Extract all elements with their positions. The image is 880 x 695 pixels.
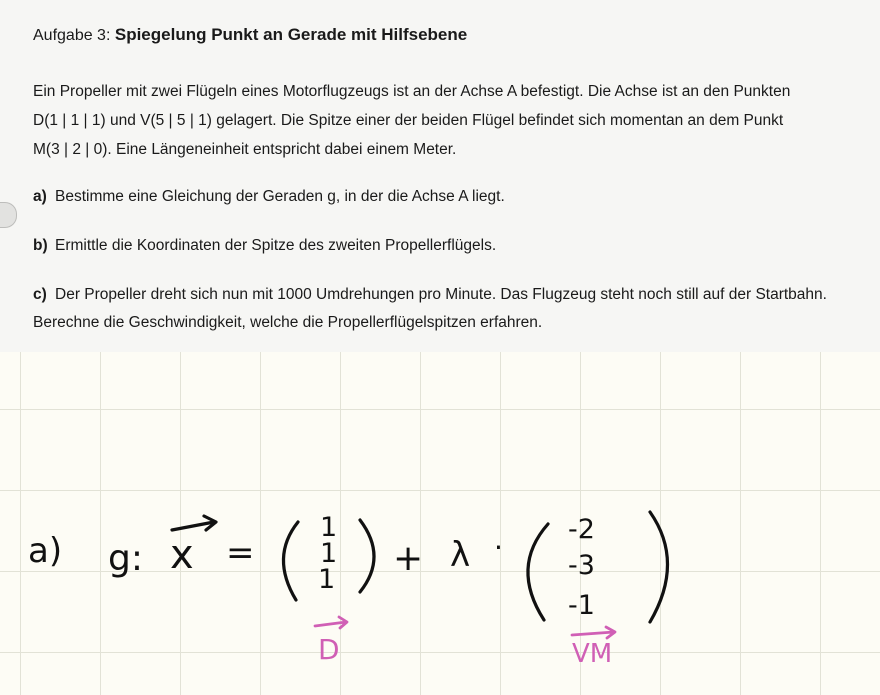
parameter-lambda: λ [450,535,471,575]
multiplication-dot: · [494,531,503,564]
subtask-text: Der Propeller dreht sich nun mit 1000 Umdrehungen pro Minute. Das Flugzeug steht noch still auf der Startbahn. Berechne die Geschwindigkeit, welche die Propellerflügelspitzen erfahren. [33,286,827,331]
equals-sign: = [226,533,255,573]
task-heading [33,25,467,45]
task-intro [33,77,878,164]
support-vector-x: 1 [320,512,338,543]
support-vector-right-paren [360,520,374,592]
direction-vector-right-paren [650,512,668,622]
direction-annotation: VM [572,639,613,669]
margin-mark [0,202,17,228]
direction-vector-y: -3 [568,550,595,581]
task-title: Spiegelung Punkt an Gerade mit Hilfsebene [114,25,468,44]
subtask-a [33,183,853,211]
support-annotation-arrow [315,617,347,628]
direction-vector-x: -2 [568,514,595,545]
line-name: g: [108,538,143,579]
vector-arrow [172,516,216,530]
intro-line-1: Ein Propeller mit zwei Flügeln eines Motorflugzeugs ist an der Achse A befestigt. Die Achse ist an den Punkten [33,83,791,100]
support-annotation: D [318,633,340,666]
handwritten-solution [0,352,880,695]
position-vector: x [170,532,194,578]
subtask-letter: c) [33,286,47,303]
task-label: Aufgabe 3: [33,27,111,44]
direction-vector-left-paren [528,524,548,620]
support-vector-z: 1 [318,564,336,595]
intro-line-2: D(1 | 1 | 1) und V(5 | 5 | 1) gelagert. Die Spitze einer der beiden Flügel befindet sich momentan an dem Punkt [33,112,784,129]
support-vector-y: 1 [320,538,338,569]
plus-sign: + [393,538,424,579]
subtask-text: Ermittle die Koordinaten der Spitze des zweiten Propellerflügels. [55,237,497,254]
subtask-text: Bestimme eine Gleichung der Geraden g, in der die Achse A liegt. [55,188,505,205]
support-vector-left-paren [283,522,298,600]
intro-line-3: M(3 | 2 | 0). Eine Längeneinheit entspricht dabei einem Meter. [33,141,457,158]
subtask-c [33,281,853,337]
subtask-letter: a) [33,188,47,205]
subtask-letter: b) [33,237,48,254]
direction-vector-z: -1 [568,590,595,621]
subtask-b [33,232,853,260]
direction-annotation-arrow [572,627,615,638]
solution-part-label: a) [28,531,63,571]
